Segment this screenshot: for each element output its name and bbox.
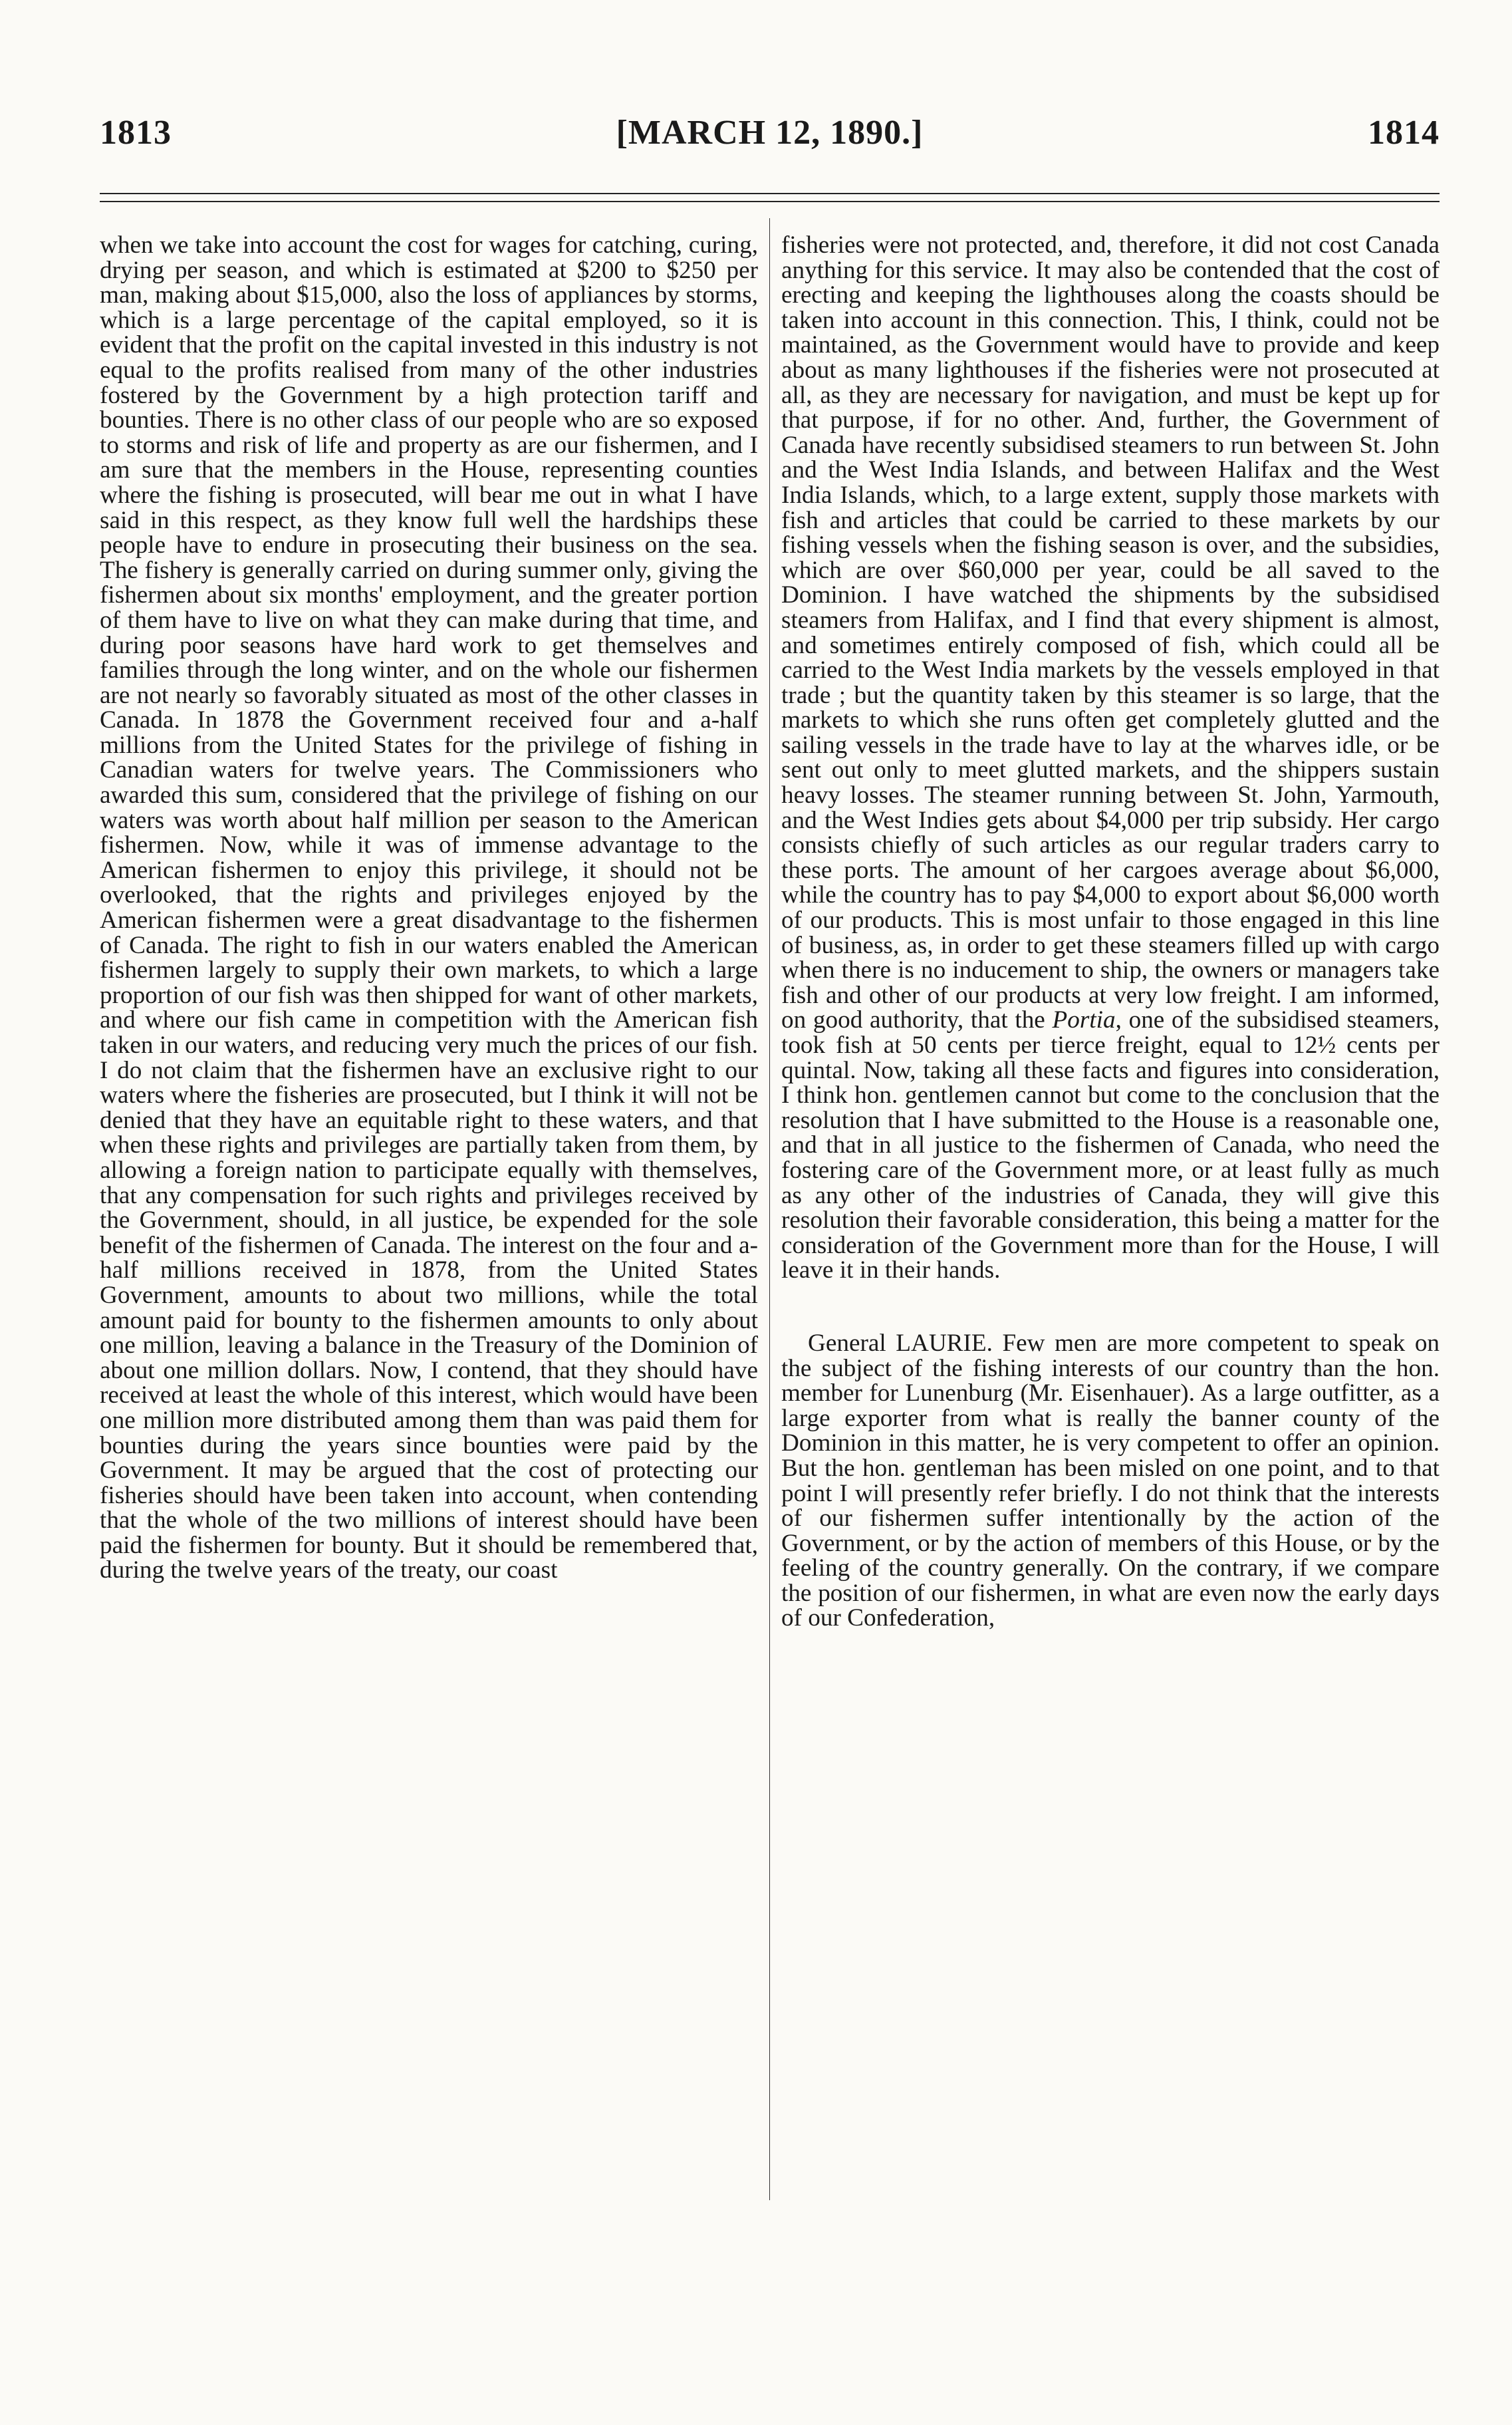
- left-column-paragraph: when we take into account the cost for wages for catching, curing, drying per season, and which is estimated at $200 to $250 per man, making about $15,000, also the loss of appliances by storms, which is a large percentage of the capital employed, so it is evident that the profit on the capital invested in this industry is not equal to the profits realised from many of the other industries fostered by the Government by a high protection tariff and bounties. There is no other class of our people who are so exposed to storms and risk of life and property as are our fishermen, and I am sure that the members in the House, representing counties where the fishing is prosecuted, will bear me out in what I have said in this respect, as they know full well the hardships these people have to endure in prosecuting their business on the sea. The fishery is generally carried on during summer only, giving the fishermen about six months' employment, and the greater portion of them have to live on what they can make during that time, and during poor seasons have hard work to get themselves and families through the long winter, and on the whole our fishermen are not nearly so favorably situated as most of the other classes in Canada. In 1878 the Government received four and a-half millions from the United States for the privilege of fishing in Canadian waters for twelve years. The Commissioners who awarded this sum, considered that the privilege of fishing on our waters was worth about half million per season to the American fishermen. Now, while it was of immense advantage to the American fishermen to enjoy this privilege, it should not be overlooked, that the rights and privileges enjoyed by the American fishermen were a great disadvantage to the fishermen of Canada. The right to fish in our waters enabled the American fishermen largely to supply their own markets, to which a large proportion of our fish was then shipped for want of other markets, and where our fish came in competition with the American fish taken in our waters, and reducing very much the prices of our fish. I do not claim that the fishermen have an exclusive right to our waters where the fisheries are prosecuted, but I think it will not be denied that they have an equitable right to these waters, and that when these rights and privileges are partially taken from them, by allowing a foreign nation to participate equally with themselves, that any compensation for such rights and privileges received by the Government, should, in all justice, be expended for the sole benefit of the fishermen of Canada. The interest on the four and a-half millions received in 1878, from the United States Government, amounts to about two millions, while the total amount paid for bounty to the fishermen amounts to only about one million, leaving a balance in the Treasury of the Dominion of about one million dollars. Now, I contend, that they should have received at least the whole of this interest, which would have been one million more distributed among them than was paid them for bounties during the years since bounties were paid by the Government. It may be argued that the cost of protecting our fisheries should have been taken into account, when contending that the whole of the two millions of interest should have been paid the fishermen for bounty. But it should be remembered that, during the twelve years of the treaty, our coast: [100, 231, 758, 1584]
- speech-text: Few men are more competent to speak on the subject of the fishing interests of our country than the hon. member for Lunenburg (Mr. Eisenhauer). As a large outfitter, as a large exporter from what is really the banner county of the Dominion in this matter, he is very competent to offer an opinion. But the hon. gentleman has been misled on one point, and to that point I will presently refer briefly. I do not think that the interests of our fishermen suffer intentionally by the action of the Government, or by the action of members of this House, or by the feeling of the country generally. On the contrary, if we compare the position of our fishermen, in what are even now the early days of our Confederation,: [781, 1329, 1440, 1632]
- column-divider: [769, 218, 770, 2200]
- header-rule-top: [100, 193, 1440, 194]
- right-column-paragraph-1: [781, 233, 1440, 1283]
- speaker-name: General LAURIE.: [808, 1329, 993, 1357]
- header-rule-bottom: [100, 201, 1440, 202]
- right-column: [781, 233, 1440, 1631]
- ship-name-portia: Portia: [1052, 1006, 1116, 1034]
- left-page-number: 1813: [100, 114, 172, 152]
- paragraph-1-text-b: , one of the subsidised steamers, took fish at 50 cents per tierce freight, equal to 12½ cents per quintal. Now, taking all these facts and figures into consideration, I think hon. gentlemen cannot but come to the conclusion that the resolution that I have submitted to the House is a reasonable one, and that in all justice to the fishermen of Canada, who need the fostering care of the Government more, or at least fully as much as any other of the industries of Canada, they will give this resolution their favorable consideration, this being a matter for the consideration of the Government more than for the House, I will leave it in their hands.: [781, 1006, 1440, 1284]
- header-date: [MARCH 12, 1890.]: [616, 114, 924, 152]
- right-page-number: 1814: [1368, 114, 1440, 152]
- right-column-paragraph-2: [781, 1331, 1440, 1631]
- paragraph-1-text-a: fisheries were not protected, and, therefore, it did not cost Canada anything for this service. It may also be contended that the cost of erecting and keeping the lighthouses along the coasts should be taken into account in this connection. This, I think, could not be maintained, as the Government would have to provide and keep about as many lighthouses if the fisheries were not prosecuted at all, as they are necessary for navigation, and must be kept up for that purpose, if for no other. And, further, the Government of Canada have recently subsidised steamers to run between St. John and the West India Islands, and between Halifax and the West India Islands, which, to a large extent, supply those markets with fish and articles that could be carried to these markets by our fishing vessels when the fishing season is over, and the subsidies, which are over $60,000 per year, could be all saved to the Dominion. I have watched the shipments by the subsidised steamers from Halifax, and I find that every shipment is almost, and sometimes entirely composed of fish, which could all be carried to the West India markets by the vessels employed in that trade ; but the quantity taken by this steamer is so large, that the markets to which she runs often get completely glutted and the sailing vessels in the trade have to lay at the wharves idle, or be sent out only to meet glutted markets, and the shippers sustain heavy losses. The steamer running between St. John, Yarmouth, and the West Indies gets about $4,000 per trip subsidy. Her cargo consists chiefly of such articles as our regular traders carry to these ports. The amount of her cargoes average about $6,000, while the country has to pay $4,000 to export about $6,000 worth of our products. This is most unfair to those engaged in this line of business, as, in order to get these steamers filled up with cargo when there is no inducement to ship, the owners or managers take fish and other of our products at very low freight. I am informed, on good authority, that the: [781, 231, 1440, 1034]
- left-column: [100, 233, 758, 1583]
- page-header: [100, 113, 1440, 173]
